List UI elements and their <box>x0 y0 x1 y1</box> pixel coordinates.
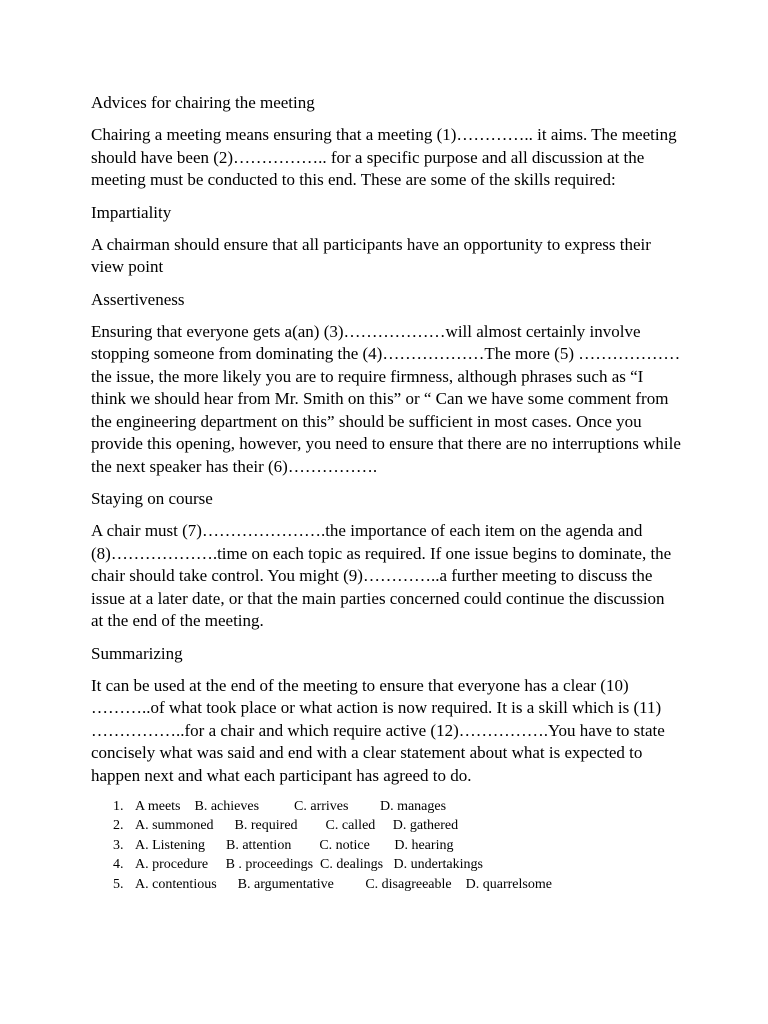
answer-options-list <box>91 797 681 894</box>
option-choices: A. Listening B. attention C. notice D. hearing <box>135 837 454 853</box>
section-heading-staying-on-course: Staying on course <box>91 489 213 508</box>
section-text-summarizing: It can be used at the end of the meeting to ensure that everyone has a clear (10) ………..of what took place or what action is now required. It is a skill which is (11) ……………..for a chair and which require active (12)…………….You have to state concisely what was said and end with a clear statement about what is expected to happen next and what each participant has agreed to do. <box>91 675 665 785</box>
answer-option-row <box>91 816 681 835</box>
answer-option-row <box>91 855 681 874</box>
answer-option-row <box>91 836 681 855</box>
option-number: 5. <box>113 876 124 892</box>
section-heading-impartiality: Impartiality <box>91 202 172 222</box>
option-number: 3. <box>113 837 124 853</box>
section-heading-assertiveness: Assertiveness <box>91 289 185 309</box>
section-text-staying-on-course: A chair must (7)………………….the importance of each item on the agenda and (8)……………….time on each topic as required. If one issue begins to dominate, the chair should take control. You might (9)…………..a further meeting to discuss the issue at a later date, or that the main parties concerned could continue the discussion at the end of the meeting. <box>91 521 672 630</box>
option-choices: A. summoned B. required C. called D. gathered <box>135 818 459 834</box>
answer-option-row <box>91 797 681 816</box>
section-text-assertiveness: Ensuring that everyone gets a(an) (3)………………will almost certainly involve stopping someone from dominating the (4)………………The more (5) ………………the issue, the more likely you are to require firmness, although phrases such as “I think we should hear from Mr. Smith on this” or “ Can we have some comment from the engineering department on this” should be sufficient in most cases. Once you provide this opening, however, you need to ensure that there are no interruptions while the next speaker has their (6)……………. <box>91 321 681 476</box>
intro-paragraph: Chairing a meeting means ensuring that a meeting (1)………….. it aims. The meeting should have been (2)…………….. for a specific purpose and all discussion at the meeting must be conducted to this end. These are some of the skills required: <box>91 125 677 189</box>
option-choices: A. procedure B . proceedings C. dealings D. undertakings <box>135 857 483 873</box>
option-choices: A meets B. achieves C. arrives D. manages <box>135 799 447 814</box>
option-number: 1. <box>113 799 124 814</box>
document-page <box>91 92 681 894</box>
option-choices: A. contentious B. argumentative C. disagreeable D. quarrelsome <box>135 876 552 892</box>
document-title: Advices for chairing the meeting <box>91 93 315 112</box>
section-heading-summarizing: Summarizing <box>91 643 183 663</box>
option-number: 2. <box>113 818 124 834</box>
answer-option-row <box>91 875 681 894</box>
option-number: 4. <box>113 857 124 873</box>
section-text-impartiality: A chairman should ensure that all participants have an opportunity to express their view point <box>91 234 651 276</box>
